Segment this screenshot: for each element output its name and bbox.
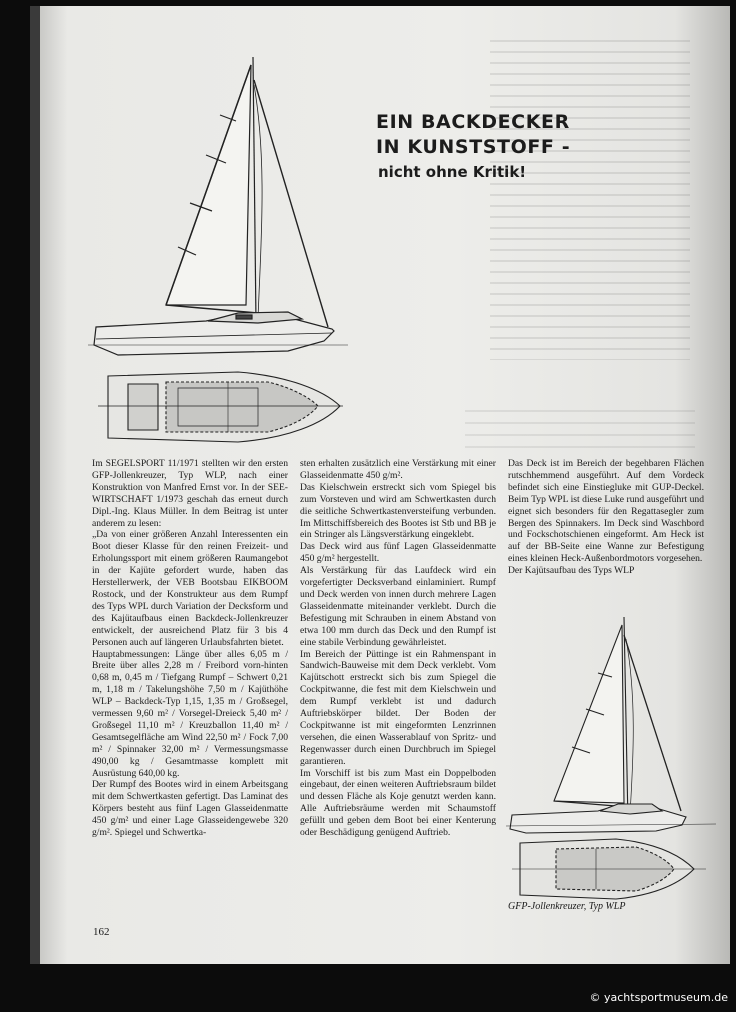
sailboat-side-view-drawing [88, 55, 348, 365]
sailboat-plan-view-drawing [98, 368, 343, 448]
title-line-2: IN KUNSTSTOFF - [376, 136, 571, 158]
bleed-through-text [490, 40, 690, 360]
title-line-1: EIN BACKDECKER [376, 111, 570, 133]
paragraph: Im SEGELSPORT 11/1971 stellten wir den ersten GFP-Jollenkreuzer, Typ WLP, nach einer Konstruktion von Manfred Ernst vor. In der SEE-WIRTSCHAFT 1/1973 geschah das erneut durch Dipl.-Ing. Klaus Müller. In dem Beitrag ist unter anderem zu lesen: [92, 458, 288, 529]
text-column-1 [92, 458, 288, 839]
paragraph: Das Kielschwein erstreckt sich vom Spiegel bis zum Vorsteven und wird am Schwertkasten durch die seitliche Schwertkastenversteifung verbunden. Im Mittschiffsbereich des Bootes ist Stb und BB je ein Stringer als Längsverstärkung eingeklebt. [300, 481, 496, 541]
paragraph: Der Kajütsaufbau des Typs WLP [508, 565, 635, 577]
watermark-credit: © yachtsportmuseum.de [589, 991, 728, 1004]
paragraph: „Da von einer größeren Anzahl Interessenten ein Boot dieser Klasse für den reinen Freizeit- und Erholungssport mit einem größeren Raumangebot in der Kajüte gefordert wurde, haben das Herstellerwerk, der VEB Bootsbau EIKBOOM Rostock, und der Konstrukteur aus dem Rumpf des Typs WPL durch Variation der Decksform und des Kajütaufbaus einen Backdeck-Jollenkreuzer entwickelt, der ausreichend Platz für 3 bis 4 Personen auch auf längeren Urlaubsfahrten bietet. [92, 529, 288, 648]
text-column-3 [508, 458, 704, 577]
paragraph: Das Deck wird aus fünf Lagen Glasseidenmatte 450 g/m² hergestellt. [300, 541, 496, 565]
paragraph: Im Bereich der Püttinge ist ein Rahmenspant in Sandwich-Bauweise mit dem Deck verklebt. Vom Kajütschott erstreckt sich bis zum Spiegel die Cockpitwanne, die fest mit dem Kielschwein und dem Rumpf verklebt ist und dadurch Auftriebskörper bildet. Der Boden der Cockpitwanne ist mit eingeformten Lenzrinnen versehen, die einen Wasserablauf von Spritz- und Regenwasser durch einen Durchbruch im Spiegel garantieren. [300, 648, 496, 767]
paragraph: Im Vorschiff ist bis zum Mast ein Doppelboden eingebaut, der einen weiteren Auftriebsraum bildet und dessen Fläche als Koje genutzt werden kann. Alle Auftriebsräume werden mit Schaumstoff gefüllt und geben dem Boot bei einer Kenterung oder Beschädigung genügend Auftrieb. [300, 767, 496, 839]
sailboat-small-drawing [506, 615, 716, 900]
paragraph: Das Deck ist im Bereich der begehbaren Flächen rutschhemmend ausgeführt. Auf dem Vordeck befindet sich eine Einstiegluke mit GUP-Deckel. Beim Typ WPL ist diese Luke rund ausgeführt und eignet sich besonders für den Regattasegler zum Bergen des Spinnakers. Im Deck sind Waschbord und Fockschotschienen eingeformt. Am Heck ist auf der BB-Seite eine Wanne zur Befestigung eines kleinen Heck-Außenbordmotors vorgesehen. [508, 458, 704, 565]
paragraph: Der Rumpf des Bootes wird in einem Arbeitsgang mit dem Schwertkasten gefertigt. Das Laminat des Körpers besteht aus fünf Lagen Glasseidenmatte 450 g/m² und einer Lage Glasseidengewebe 320 g/m². Spiegel und Schwertka- [92, 779, 288, 839]
title-subline: nicht ohne Kritik! [378, 163, 527, 181]
page-number: 162 [93, 926, 110, 938]
figure-caption: GFP-Jollenkreuzer, Typ WLP [508, 901, 626, 912]
paragraph: Als Verstärkung für das Laufdeck wird ein vorgefertigter Decksverband einlaminiert. Rumpf und Deck werden von innen durch mehrere Lagen Glasseidenmatte miteinander verklebt. Durch die Befestigung mit Schrauben in einem Abstand von etwa 100 mm durch das Deck und den Rumpf ist eine stabile Verbindung gewährleistet. [300, 565, 496, 648]
article-title [376, 110, 570, 185]
bleed-through-text [465, 410, 695, 450]
paragraph: sten erhalten zusätzlich eine Verstärkung mit einer Glasseidenmatte 450 g/m². [300, 458, 496, 481]
text-column-2 [300, 458, 496, 839]
paragraph: Hauptabmessungen: Länge über alles 6,05 m / Breite über alles 2,28 m / Freibord vorn-hinten 0,68 m, 0,45 m / Tiefgang Rumpf – Schwert 0,21 m, 1,18 m / Takelungshöhe 7,50 m / Kajüthöhe WLP – Backdeck-Typ 1,15, 1,35 m / Großsegel, vermessen 9,60 m² / Vorsegel-Dreieck 5,40 m² / Großsegel 11,10 m² / Kreuzballon 11,40 m² / Gesamtsegelfläche am Wind 22,50 m² / Fock 7,00 m² / Spinnaker 32,00 m² / Vermessungsmasse 490,00 kg / Gesamtmasse komplett mit Ausrüstung 640,00 kg. [92, 648, 288, 779]
